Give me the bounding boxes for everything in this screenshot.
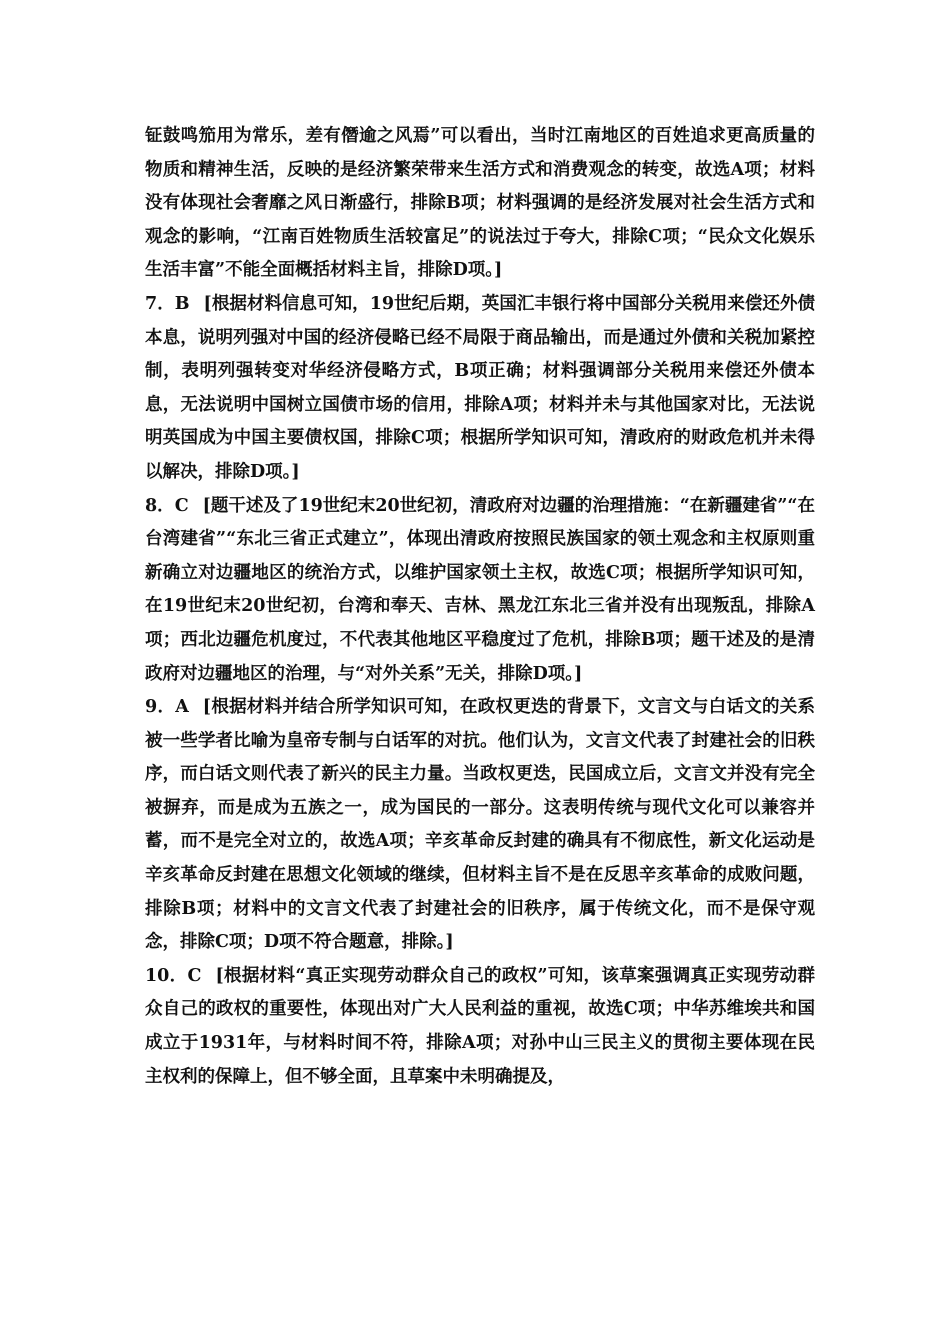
answer-8-number: 8．C: [145, 495, 189, 516]
answer-8-text: [题干述及了19世纪末20世纪初，清政府对边疆的治理措施：“在新疆建省”“在台湾建省”“东北三省正式建立”，体现出清政府按照民族国家的领土观念和主权原则重新确立对边疆地区的统治方式，以维护国家领土主权，故选C项；根据所学知识可知，在19世纪末20世纪初，台湾和奉天、吉林、黑龙江东北三省并没有出现叛乱，排除A项；西北边疆危机度过，不代表其他地区平稳度过了危机，排除B项；题干述及的是清政府对边疆地区的治理，与“对外关系”无关，排除D项。]: [145, 495, 815, 684]
answer-9-text: [根据材料并结合所学知识可知，在政权更迭的背景下，文言文与白话文的关系被一些学者比喻为皇帝专制与白话军的对抗。他们认为，文言文代表了封建社会的旧秩序，而白话文则代表了新兴的民主力量。当政权更迭，民国成立后，文言文并没有完全被摒弃，而是成为五族之一，成为国民的一部分。这表明传统与现代文化可以兼容并蓄，而不是完全对立的，故选A项；辛亥革命反封建的确具有不彻底性，新文化运动是辛亥革命反封建在思想文化领域的继续，但材料主旨不是在反思辛亥革命的成败问题，排除B项；材料中的文言文代表了封建社会的旧秩序，属于传统文化，而不是保守观念，排除C项；D项不符合题意，排除。]: [145, 697, 815, 953]
answer-10-paragraph: [145, 960, 815, 1094]
answer-10-text: [根据材料“真正实现劳动群众自己的政权”可知，该草案强调真正实现劳动群众自己的政权的重要性，体现出对广大人民利益的重视，故选C项；中华苏维埃共和国成立于1931年，与材料时间不符，排除A项；对孙中山三民主义的贯彻主要体现在民主权利的保障上，但不够全面，且草案中未明确提及，: [145, 965, 815, 1087]
answer-10-number: 10．C: [145, 965, 202, 986]
answer-9-paragraph: [145, 691, 815, 960]
answer-7-text: [根据材料信息可知，19世纪后期，英国汇丰银行将中国部分关税用来偿还外债本息，说明列强对中国的经济侵略已经不局限于商品输出，而是通过外债和关税加紧控制，表明列强转变对华经济侵略方式，B项正确；材料强调部分关税用来偿还外债本息，无法说明中国树立国债市场的信用，排除A项；材料并未与其他国家对比，无法说明英国成为中国主要债权国，排除C项；根据所学知识可知，清政府的财政危机并未得以解决，排除D项。]: [145, 293, 815, 482]
answer-explanations: [145, 120, 815, 1094]
answer-9-number: 9．A: [145, 697, 189, 718]
paragraph-text: 钲鼓鸣笳用为常乐，差有僭逾之风焉”可以看出，当时江南地区的百姓追求更高质量的物质和精神生活，反映的是经济繁荣带来生活方式和消费观念的转变，故选A项；材料没有体现社会奢靡之风日渐盛行，排除B项；材料强调的是经济发展对社会生活方式和观念的影响，“江南百姓物质生活较富足”的说法过于夸大，排除C项；“民众文化娱乐生活丰富”不能全面概括材料主旨，排除D项。]: [145, 126, 815, 281]
answer-8-paragraph: [145, 490, 815, 692]
paragraph-continued: [145, 120, 815, 288]
answer-7-number: 7．B: [145, 293, 190, 314]
answer-7-paragraph: [145, 288, 815, 490]
